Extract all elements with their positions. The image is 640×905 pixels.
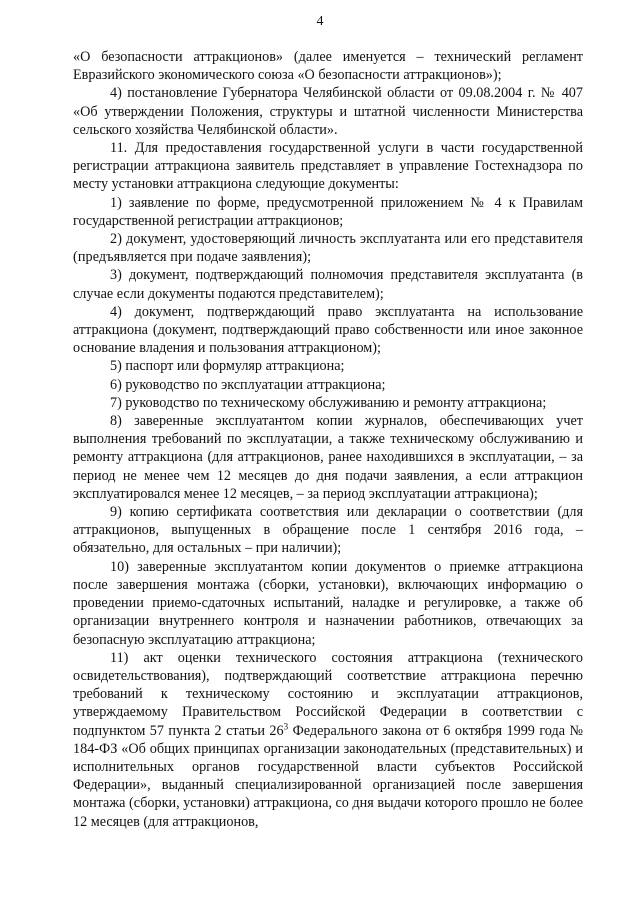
list-item-authority-document: 3) документ, подтверждающий полномочия представителя эксплуатанта (в случае если документы подаются представителем);	[73, 267, 583, 302]
assessment-act-text-before: 11) акт оценки технического состояния аттракциона (технического освидетельствования), подтверждающий соответствие аттракциона перечню требований к техническому состоянию и эксплуатации аттракционов, утверждаемому Правительством Российской Федерации в соответствии с подпунктом 57 пункта 2 статьи 26	[73, 649, 583, 739]
list-item-passport-or-form: 5) паспорт или формуляр аттракциона;	[110, 358, 345, 375]
paragraph-section-11: 11. Для предоставления государственной услуги в части государственной регистрации аттракциона заявитель представляет в управление Гостехнадзора по месту установки аттракциона следующие документы:	[73, 140, 583, 193]
document-body	[73, 48, 583, 831]
list-item-certificate-copy: 9) копию сертификата соответствия или декларации о соответствии (для аттракционов, выпущенных в обращение после 1 сентября 2016 года, – обязательно, для остальных – при наличии);	[73, 504, 583, 557]
list-item-acceptance-documents: 10) заверенные эксплуатантом копии документов о приемке аттракциона после завершения монтажа (сборки, установки), включающих информацию о проведении приемо-сдаточных испытаний, наладке и регулировке, а также об организации внутреннего контроля и назначении работников, отвечающих за безопасную эксплуатацию аттракциона;	[73, 558, 583, 648]
paragraph-governor-resolution: 4) постановление Губернатора Челябинской области от 09.08.2004 г. № 407 «Об утверждении Положения, структуры и штатной численности Министерства сельского хозяйства Челябинской области».	[73, 85, 583, 138]
list-item-operation-manual: 6) руководство по эксплуатации аттракциона;	[110, 376, 386, 393]
article-superscript: 3	[283, 720, 289, 731]
list-item-identity-document: 2) документ, удостоверяющий личность эксплуатанта или его представителя (предъявляется при подаче заявления);	[73, 231, 583, 266]
paragraph-regulation-reference: «О безопасности аттракционов» (далее именуется – технический регламент Евразийского экономического союза «О безопасности аттракционов»);	[73, 49, 583, 84]
list-item-journal-copies: 8) заверенные эксплуатантом копии журналов, обеспечивающих учет выполнения требований по эксплуатации, а также техническому обслуживанию и ремонту аттракциона (для аттракционов, ранее находившихся в эксплуатации, – за период не менее чем 12 месяцев до дня подачи заявления, а если аттракцион эксплуатировался менее 12 месяцев, – за период эксплуатации аттракциона);	[73, 413, 583, 502]
list-item-application-form: 1) заявление по форме, предусмотренной приложением № 4 к Правилам государственной регистрации аттракционов;	[73, 194, 583, 229]
list-item-maintenance-manual: 7) руководство по техническому обслуживанию и ремонту аттракциона;	[110, 394, 547, 411]
list-item-technical-assessment-act	[73, 649, 583, 831]
assessment-act-text-after: Федерального закона от 6 октября 1999 года № 184-ФЗ «Об общих принципах организации законодательных (представительных) и исполнительных органов государственной власти субъектов Российской Федерации», выданный специализированной организацией после завершения монтажа (сборки, установки) аттракциона, со дня выдачи которого прошло не более 12 месяцев (для аттракционов,	[73, 722, 584, 830]
page-number: 4	[316, 14, 324, 29]
list-item-right-of-use-document: 4) документ, подтверждающий право эксплуатанта на использование аттракциона (документ, подтверждающий право собственности или иное законное основание владения и пользования аттракционом);	[73, 303, 583, 357]
